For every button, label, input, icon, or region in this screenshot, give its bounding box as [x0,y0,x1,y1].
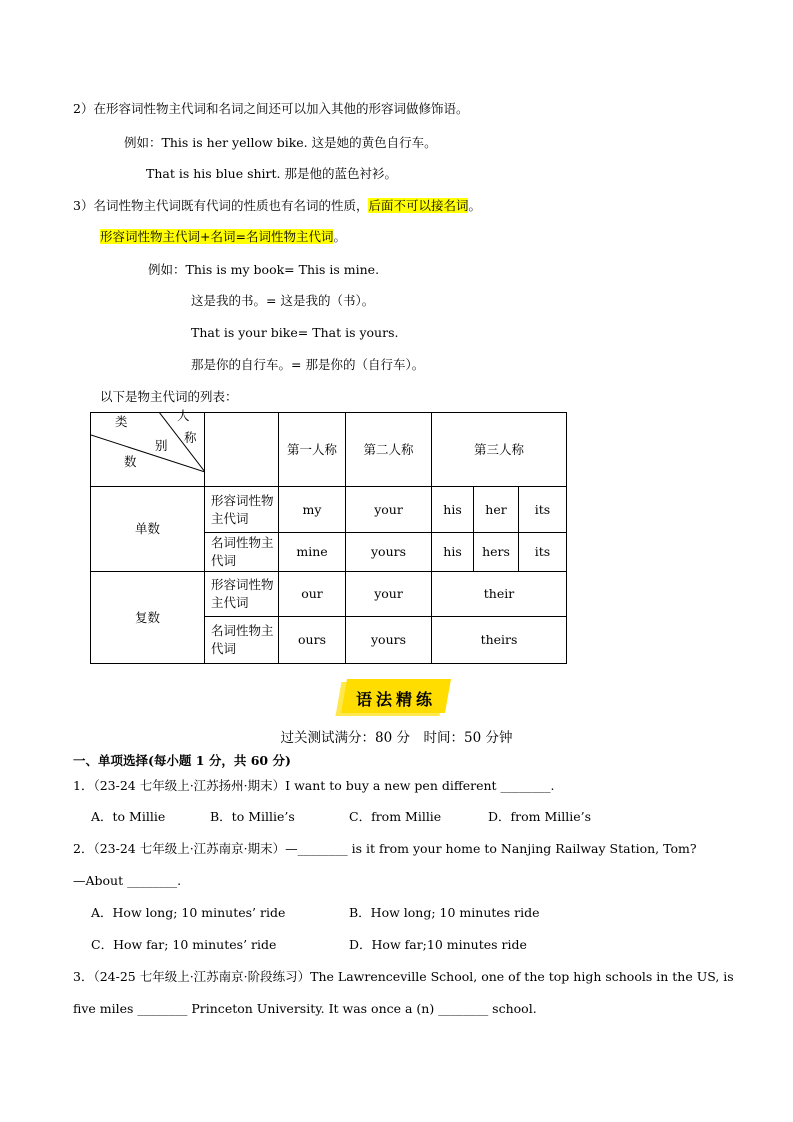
example-2: 这是我的书。= 这是我的（书）。 [191,293,375,308]
formula-highlight: 形容词性物主代词+名词=名词性物主代词 [100,229,334,244]
note-p2-example2: That is his blue shirt. 那是他的蓝色衬衫。 [146,166,397,181]
note-p3-formula [100,228,346,246]
table-cell: hers [474,533,519,572]
header-third-person: 第三人称 [432,413,567,487]
table-cell: his [432,487,474,533]
formula-end: 。 [333,229,346,244]
q1-option-a: A．to Millie [91,809,166,824]
q2-option-a: A．How long; 10 minutes’ ride [91,905,286,920]
table-cell: my [279,487,346,533]
pronoun-table [90,408,567,664]
section-total: 60 [250,753,269,768]
question-2-answer: —About ________. [73,873,182,888]
test-title: 过关测试满分：80 分 时间：50 分钟 [280,730,513,746]
table-cell: her [474,487,519,533]
table-cell: yours [346,617,432,664]
diagonal-header-cell [91,408,205,487]
diag-cheng: 称 [184,430,197,445]
q2-option-d: D．How far;10 minutes ride [349,937,527,952]
row-label: 形容词性物主代词 [205,487,279,533]
table-cell: its [519,487,567,533]
banner-text: 语法精练 [355,690,436,709]
example-3: That is your bike= That is yours. [191,325,399,340]
question-3: 3．（24-25 七年级上·江苏南京·阶段练习）The Lawrenceville School, one of the top high schools in the US, is [73,969,734,984]
table-cell: our [279,572,346,617]
table-cell: mine [279,533,346,572]
note-p3-text: 3）名词性物主代词既有代词的性质也有名词的性质， [73,198,369,213]
note-p3 [73,197,481,215]
note-p2: 2）在形容词性物主代词和名词之间还可以加入其他的形容词做修饰语。 [73,101,469,116]
table-cell: ours [279,617,346,664]
row-label: 名词性物主代词 [205,533,279,572]
q1-option-b: B．to Millie’s [210,809,295,824]
example-1: 例如：This is my book= This is mine. [148,262,380,277]
table-cell: your [346,487,432,533]
row-label: 形容词性物主代词 [205,572,279,617]
singular-label: 单数 [91,487,205,572]
question-1: 1．（23-24 七年级上·江苏扬州·期末）I want to buy a new pen different ________. [73,778,555,793]
q2-option-c: C．How far; 10 minutes’ ride [91,937,277,952]
q1-option-c: C．from Millie [349,809,442,824]
empty-header-cell [205,413,279,487]
section-suffix: 分) [268,753,291,768]
diag-ren: 人 [177,408,190,423]
note-p2-example1: 例如：This is her yellow bike. 这是她的黄色自行车。 [124,135,437,150]
diag-bie: 别 [155,438,168,453]
table-cell: his [432,533,474,572]
diag-shu: 数 [124,454,137,469]
plural-label: 复数 [91,572,205,664]
question-3-cont: five miles ________ Princeton University. It was once a (n) ________ school. [73,1001,537,1016]
section-mid: 分，共 [204,753,251,768]
example-4: 那是你的自行车。= 那是你的（自行车）。 [191,357,425,372]
note-p3-end: 。 [468,198,481,213]
section-banner [336,675,456,717]
diag-lei: 类 [115,414,128,429]
section-prefix: 一、单项选择(每小题 [73,753,196,768]
q1-option-d: D．from Millie’s [488,809,592,824]
section-heading [73,752,291,770]
section-points: 1 [195,753,205,768]
table-intro: 以下是物主代词的列表： [100,389,238,404]
note-p3-highlight: 后面不可以接名词 [368,198,469,213]
table-cell: its [519,533,567,572]
row-label: 名词性物主代词 [205,617,279,664]
table-cell: your [346,572,432,617]
question-2: 2．（23-24 七年级上·江苏南京·期末）—________ is it from your home to Nanjing Railway Station, Tom? [73,841,697,856]
q2-option-b: B．How long; 10 minutes ride [349,905,540,920]
table-cell: yours [346,533,432,572]
header-first-person: 第一人称 [279,413,346,487]
table-cell: theirs [432,617,567,664]
diagonal-lines [91,413,205,486]
table-cell: their [432,572,567,617]
header-second-person: 第二人称 [346,413,432,487]
